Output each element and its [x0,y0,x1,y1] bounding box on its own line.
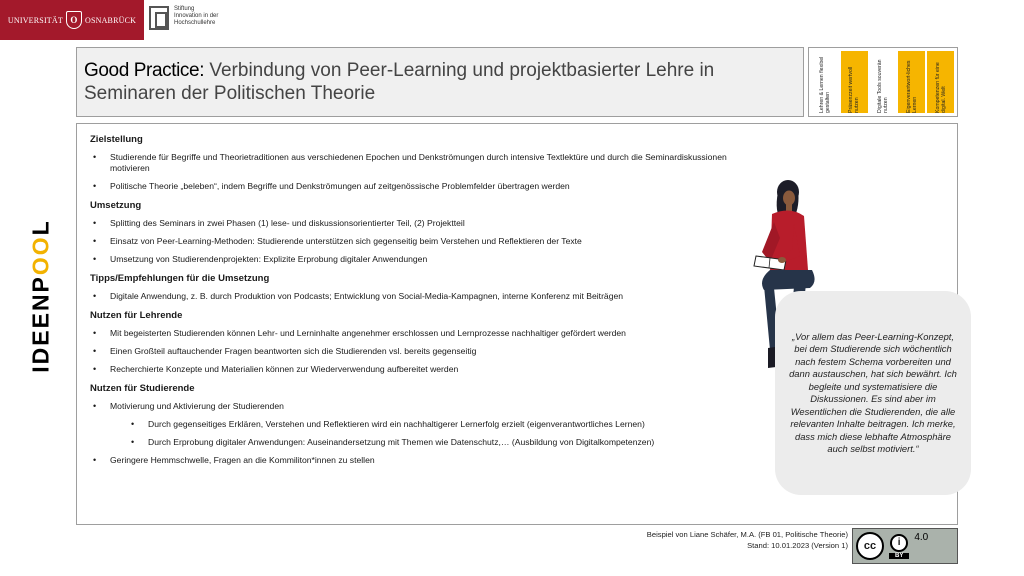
credit-author: Beispiel von Liane Schäfer, M.A. (FB 01, Politische Theorie) [646,530,848,539]
quote-text: „Vor allem das Peer-Learning-Konzept, bei dem Studierende sich wöchentlich nach festem Schema vorbereiten und dann austauschen, hat sich bewährt. Ich begleite und systematisiere die Diskussionen. Es sind aber im Wesentlichen die Studierenden, die alle relevanten Inhalte beitragen. Ich merke, dass mich diese lebhafte Atmosphäre auch selbst motiviert.“ [789,330,957,454]
foundation-logo [149,6,218,30]
section-heading: Nutzen für Lehrende [90,310,183,321]
list-item: • Studierende für Begriffe und Theorietraditionen aus verschiedenen Epochen und Denkströmungen durch intensive Textlektüre und durch die Seminardiskussionen motivieren [90,152,750,174]
list-subitem: • Durch gegenseitiges Erklären, Verstehen und Reflektieren wird ein nachhaltigerer Lernerfolg erzielt (eigenverantwortliches Lernen) [128,419,750,430]
foundation-mark-icon [149,6,169,30]
university-name-left: UNIVERSITÄT [7,15,63,25]
list-item: • Mit begeisterten Studierenden können Lehr- und Lerninhalte angenehmer erschlossen und Lernprozesse nachhaltiger gefördert werden [90,328,750,339]
competence-tags [808,47,958,117]
competence-tag-digitale-tools: Digitale Tools souverän nutzen [870,51,897,113]
cc-by-block [889,534,909,559]
credit-info [647,530,848,551]
credit-date: Stand: 10.01.2023 (Version 1) [747,540,848,550]
competence-tag-flexibel: Lehren & Lernen flexibel gestalten [812,51,839,113]
page-title-box [76,47,804,117]
section-heading: Zielstellung [90,134,143,145]
university-crest-icon: O [66,11,82,29]
list-item: • Geringere Hemmschwelle, Fragen an die Kommiliton*innen zu stellen [90,455,750,466]
list-item: • Recherchierte Konzepte und Materialien können zur Wiederverwendung aufbereitet werden [90,364,750,375]
list-item: • Einsatz von Peer-Learning-Methoden: Studierende unterstützen sich gegenseitig beim Verstehen und Reflektieren der Texte [90,236,750,247]
list-item: • Digitale Anwendung, z. B. durch Produktion von Podcasts; Entwicklung von Social-Media-Kampagnen, interne Konferenz mit Beiträgen [90,291,750,302]
list-item: • Umsetzung von Studierendenprojekten: Explizite Erprobung digitaler Anwendungen [90,254,750,265]
person-icon: i [890,534,908,552]
list-subitem: • Durch Erprobung digitaler Anwendungen: Auseinandersetzung mit Themen wie Datenschutz,… (Ausbildung von Digitalkompetenzen) [128,437,750,448]
cc-license-badge [852,528,958,564]
section-heading: Nutzen für Studierende [90,383,195,394]
section-heading: Tipps/Empfehlungen für die Umsetzung [90,273,270,284]
ideenpool-logo: IDEENPOOL [27,219,54,373]
cc-version: 4.0 [914,532,929,543]
cc-icon: cc [856,532,884,560]
competence-tag-kompetenzen: Kompetenzen für eine digital. Welt [927,51,954,113]
list-item: • Einen Großteil auftauchender Fragen beantworten sich die Studierenden vsl. bereits gegenseitig [90,346,750,357]
university-name-right: OSNABRÜCK [84,15,137,25]
list-item: • Motivierung und Aktivierung der Studierenden [90,401,750,412]
list-item: • Politische Theorie „beleben“, indem Begriffe und Denkströmungen auf zeitgenössische Problemfelder übertragen werden [90,181,750,192]
competence-tag-eigenverantwortlich: Eigenverantwort-liches Lernen [898,51,925,113]
competence-tag-praesenzzeit: Präsenzzeit wertvoll nutzen [841,51,868,113]
page-title: Good Practice: Verbindung von Peer-Learning und projektbasierter Lehre in Seminaren der Politischen Theorie [84,60,715,104]
testimonial-quote [775,291,971,495]
list-item: • Splitting des Seminars in zwei Phasen (1) lese- und diskussionsorientierter Teil, (2) Projektteil [90,218,750,229]
section-heading: Umsetzung [90,200,142,211]
university-logo [0,0,144,40]
foundation-name: Stiftung Innovation in der Hochschullehre [174,6,219,26]
cc-by-label: BY [889,553,909,559]
